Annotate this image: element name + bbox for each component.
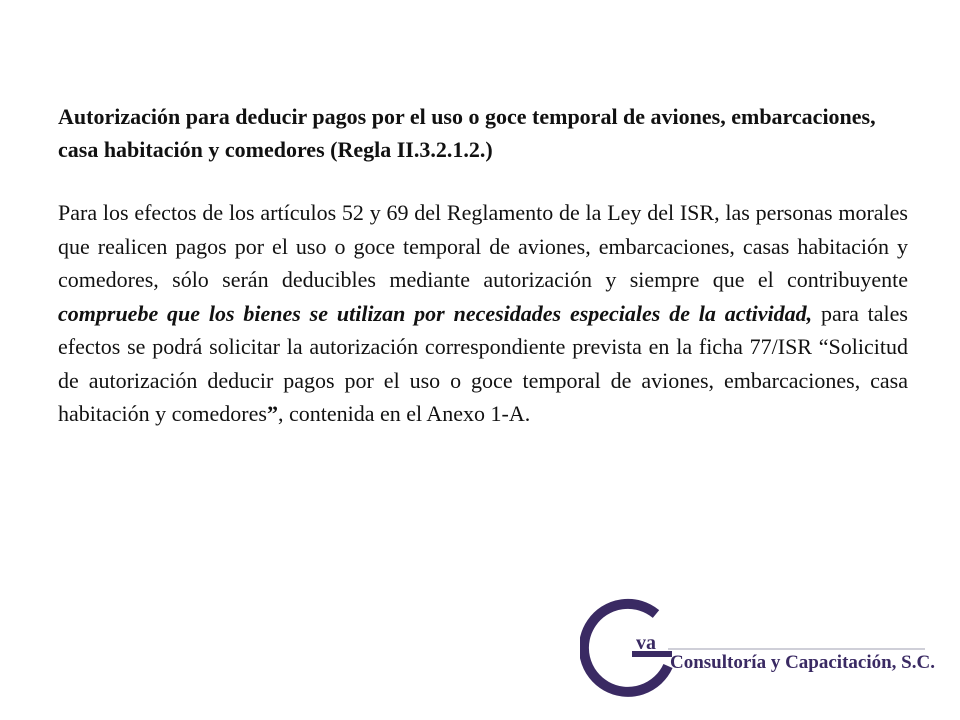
logo-g-mark-icon — [580, 596, 690, 706]
logo-divider — [668, 648, 925, 650]
paragraph-closing-quote: ” — [266, 401, 278, 426]
paragraph-text-2: para tales efectos se podrá solicitar la autorización correspondiente prevista en la ficha 77/ISR “Solicitud de autorización deducir pagos por el uso o goce temporal de aviones, embarcaciones, casa habitación y comedores — [58, 300, 908, 426]
body-paragraph — [58, 196, 908, 431]
company-logo — [580, 596, 935, 706]
paragraph-text-1: Para los efectos de los artículos 52 y 69 del Reglamento de la Ley del ISR, las personas morales que realicen pagos por el uso o goce temporal de aviones, embarcaciones, casas habitación y comedores, sólo serán deducibles mediante autorización y siempre que el contribuyente — [58, 200, 908, 292]
paragraph-text-3: , contenida en el Anexo 1-A. — [277, 401, 531, 426]
document-title: Autorización para deducir pagos por el uso o goce temporal de aviones, embarcaciones, casa habitación y comedores (Regla II.3.2.1.2.) — [58, 104, 876, 162]
paragraph-emphasis: compruebe que los bienes se utilizan por necesidades especiales de la actividad, — [58, 300, 813, 326]
logo-company-name: Consultoría y Capacitación, S.C. — [670, 652, 935, 673]
logo-mark-letters: va — [636, 632, 656, 654]
